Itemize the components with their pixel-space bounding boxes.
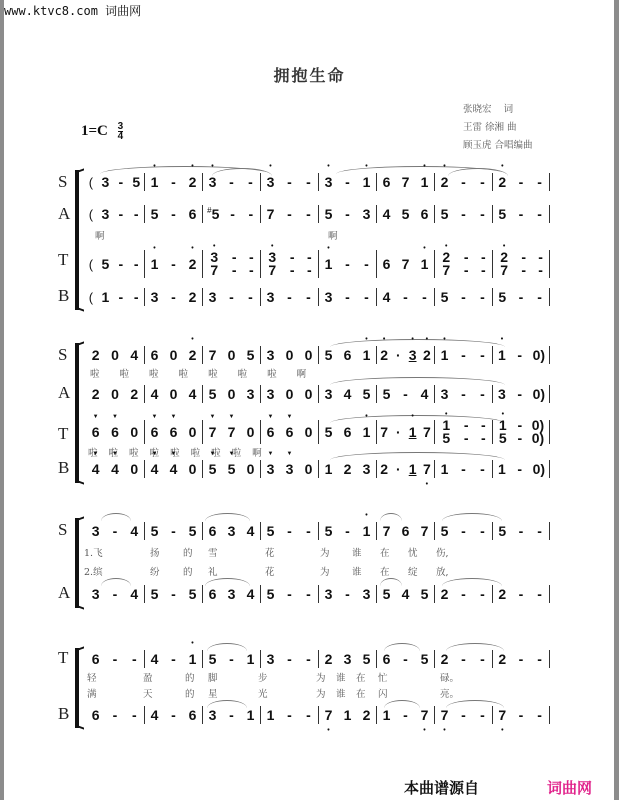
lyric: 啊: [95, 231, 105, 242]
measure: 6 3 4: [202, 522, 260, 540]
measure: 2 - -: [434, 585, 492, 603]
measure: 3 - 1: [202, 706, 260, 724]
measure: • 2 - -: [492, 173, 550, 191]
measure: 7 · • 1 7: [376, 420, 434, 444]
measure: • 1 - -: [318, 250, 376, 278]
measure: 5 - -: [492, 288, 550, 306]
measure: 4 5 6: [376, 205, 434, 223]
measure: 3 - -: [202, 288, 260, 306]
lyric: 盈: [143, 673, 153, 684]
voice-label-s: S: [58, 520, 68, 539]
voice-label-a: A: [58, 383, 71, 402]
system-bracket: [75, 648, 79, 728]
measure: • 1 - • 2: [144, 173, 202, 191]
lyric: 雪: [208, 548, 218, 559]
measure: • 1 - • 2: [144, 250, 202, 278]
measure: • 1 5 - - - -: [434, 420, 492, 444]
measure: 3 0 0: [260, 385, 318, 403]
measure: 4 - • 1: [144, 650, 202, 668]
key-label: 1=C: [81, 122, 108, 139]
song-title: 拥抱生命: [273, 66, 346, 85]
measure: 4 - -: [376, 288, 434, 306]
measure: 3 - 2: [144, 288, 202, 306]
lyric: 光: [258, 689, 268, 700]
watermark: www.ktvc8.com 词曲网: [4, 4, 142, 18]
measure: 3 - -: [434, 385, 492, 403]
staff-row-s: [86, 173, 550, 191]
measure: 6 - -: [91, 651, 137, 667]
slur: [380, 513, 402, 521]
lyric: 花: [265, 567, 275, 578]
voice-label-t: T: [58, 250, 69, 269]
lyric: 天: [143, 689, 153, 700]
measure: ▼ 4 ▼ 4 0: [144, 460, 202, 478]
lyric: 谁: [352, 548, 362, 559]
measure: 6 7 • 1: [376, 173, 434, 191]
measure: #5 - -: [202, 205, 260, 223]
lyric: 扬: [150, 548, 160, 559]
lyric: 在: [380, 548, 390, 559]
lyricist-credit: 张晓宏 词: [463, 104, 514, 115]
time-signature: [118, 122, 124, 141]
measure: 7 0 5: [202, 346, 260, 364]
lyric: 满: [87, 689, 97, 700]
voice-label-b: B: [58, 458, 70, 477]
staff-row-b: [86, 706, 550, 724]
voice-label-a: A: [58, 204, 71, 223]
measure: 5 - -: [434, 288, 492, 306]
staff-row-s: [86, 522, 550, 540]
voice-label-a: A: [58, 583, 71, 602]
measure: • 1 5 - - 0) 0): [492, 420, 550, 444]
lyric-line: 啦 啦 啦 啦 啦 啦 啦 啊: [90, 369, 307, 380]
lyric: 的: [183, 548, 193, 559]
lyric: 在: [356, 673, 366, 684]
measure: 5 - 3: [318, 205, 376, 223]
measure: 2 - -: [492, 585, 550, 603]
measure: 5 4 5: [376, 585, 434, 603]
measure: 2 - -: [492, 650, 550, 668]
lyric: 闪: [378, 689, 388, 700]
measure: ▼ 4 ▼ 4 0: [86, 460, 144, 478]
measure: • 3 - -: [202, 173, 260, 191]
lyric: 为: [320, 548, 330, 559]
measure: ▼ 3 ▼ 3 0: [260, 460, 318, 478]
measure: 6 7 • 1: [376, 250, 434, 278]
measure: • 2 7 - - - -: [492, 250, 550, 278]
page-edge-right: [614, 0, 619, 800]
measure: ( 3 - 5: [88, 174, 141, 190]
measure: 5 - 6: [144, 205, 202, 223]
measure: 6 0 • 2: [144, 346, 202, 364]
measure: 7 • - -: [492, 706, 550, 724]
measure: 5 - 5: [144, 522, 202, 540]
measure: ▼ 6 ▼ 6 0: [260, 420, 318, 444]
staff-row-a: [86, 585, 550, 603]
measure: 5 - -: [260, 522, 318, 540]
measure: • 2 - -: [434, 173, 492, 191]
lyric: 星: [208, 689, 218, 700]
measure: 5 - -: [492, 522, 550, 540]
measure: 7 6 7: [376, 522, 434, 540]
measure: 5 - -: [260, 585, 318, 603]
lyric: 在: [356, 689, 366, 700]
lyric: 2.缤: [84, 567, 103, 578]
slur: [330, 452, 505, 460]
measure: ▼ 5 ▼ 5 0: [202, 460, 260, 478]
lyric: 为: [316, 673, 326, 684]
measure: • 1 - -: [434, 346, 492, 364]
measure: • 3 - • 1: [318, 173, 376, 191]
measure: 2 0 4: [91, 347, 139, 363]
measure: 5 - -: [434, 205, 492, 223]
measure: • 3 - -: [260, 173, 318, 191]
system-bracket: [75, 518, 79, 608]
credits: [463, 101, 533, 155]
measure: • 2 · • 3 • 2: [376, 346, 434, 364]
voice-label-b: B: [58, 286, 70, 305]
measure: 1 - 7 •: [376, 706, 434, 724]
measure: 4 - 6: [144, 706, 202, 724]
lyric: 1.飞: [84, 548, 103, 559]
measure: 3 - 0): [492, 385, 550, 403]
measure: 1 - 0): [492, 460, 550, 478]
voice-label-t: T: [58, 424, 69, 443]
lyric: 步: [258, 673, 268, 684]
measure: 3 4 5: [318, 385, 376, 403]
lyric: 忧: [408, 548, 418, 559]
lyric: 的: [185, 689, 195, 700]
staff-row-t: [86, 650, 550, 668]
lyric: 伤,: [436, 548, 449, 559]
lyric: 礼: [208, 567, 218, 578]
measure: • 3 7 - - - -: [260, 250, 318, 278]
slur: [330, 377, 505, 385]
lyric: 谁: [336, 689, 346, 700]
lyric-line: 啦 啦 啦 啦 啦 啦 啦 啦 啊: [88, 448, 262, 459]
staff-row-a: [86, 385, 550, 403]
measure: 3 - 4: [91, 523, 139, 539]
voice-label-s: S: [58, 172, 68, 191]
measure: • 3 7 - - - -: [202, 250, 260, 278]
time-top: 3: [117, 121, 124, 132]
measure: 6 3 4: [202, 585, 260, 603]
measure: 4 0 4: [144, 385, 202, 403]
lyric: 为: [320, 567, 330, 578]
lyric: 碌。: [440, 673, 460, 684]
measure: 2 0 2: [91, 386, 139, 402]
measure: 5 - 5: [144, 585, 202, 603]
source-label: 本曲谱源自: [404, 779, 480, 797]
lyric: 谁: [336, 673, 346, 684]
tie: [442, 513, 502, 521]
time-bottom: 4: [117, 131, 124, 142]
lyric: 放,: [436, 567, 449, 578]
system-bracket: [75, 343, 79, 483]
measure: 7 - -: [260, 205, 318, 223]
staff-row-b: [86, 288, 550, 306]
measure: 5 - 4: [376, 385, 434, 403]
slur: [205, 513, 250, 521]
lyric: 亮。: [440, 689, 460, 700]
measure: ▼ 6 ▼ 6 0: [144, 420, 202, 444]
system-bracket: [75, 170, 79, 310]
staff-row-t: [86, 417, 550, 446]
lyric: 在: [380, 567, 390, 578]
voice-label-s: S: [58, 345, 68, 364]
staff-row-t: [86, 250, 550, 278]
lyric: 绽: [408, 567, 418, 578]
lyric: 为: [316, 689, 326, 700]
measure: 3 - -: [260, 650, 318, 668]
measure: • 2 7 - - - -: [434, 250, 492, 278]
lyric: 的: [185, 673, 195, 684]
measure: ( 5 - -: [88, 256, 139, 272]
measure: ( 3 - -: [88, 206, 139, 222]
measure: ( 1 - -: [88, 289, 139, 305]
measure: 5 - • 1: [318, 522, 376, 540]
measure: 5 - -: [492, 205, 550, 223]
measure: ▼ 7 ▼ 7 0: [202, 420, 260, 444]
measure: ▼ 6 ▼ 6 0: [86, 420, 144, 444]
measure: 3 - 4: [91, 586, 139, 602]
measure: 5 - -: [434, 522, 492, 540]
lyric: 啊: [328, 231, 338, 242]
measure: 2 - -: [434, 650, 492, 668]
composer-credit: 王雷 徐湘 曲: [463, 122, 517, 133]
staff-row-s: [86, 346, 550, 364]
page-edge-left: [0, 0, 4, 800]
lyric: 谁: [352, 567, 362, 578]
measure: 7 • - -: [434, 706, 492, 724]
lyric: 花: [265, 548, 275, 559]
measure: 5 6 • 1: [318, 346, 376, 364]
lyric: 脚: [208, 673, 218, 684]
measure: 3 - -: [260, 288, 318, 306]
staff-row-b: [86, 460, 550, 478]
measure: 7 • 1 2: [318, 706, 376, 724]
measure: 2 3 5: [318, 650, 376, 668]
voice-label-b: B: [58, 704, 70, 723]
measure: • 1 - 0): [492, 346, 550, 364]
voice-label-t: T: [58, 648, 69, 667]
measure: 3 0 0: [260, 346, 318, 364]
lyric: 纷: [150, 567, 160, 578]
measure: 6 - -: [91, 707, 137, 723]
tie: [101, 513, 131, 521]
measure: 3 - -: [318, 288, 376, 306]
lyric: 轻: [87, 673, 97, 684]
measure: 5 - 1: [202, 650, 260, 668]
staff-row-a: [86, 205, 550, 223]
measure: 6 - 5: [376, 650, 434, 668]
measure: 5 0 3: [202, 385, 260, 403]
measure: 1 - -: [434, 460, 492, 478]
site-logo[interactable]: 词曲网: [547, 779, 593, 797]
measure: 5 6 • 1: [318, 420, 376, 444]
lyric: 忙: [378, 673, 388, 684]
key-signature: [81, 122, 123, 141]
arranger-credit: 顾玉虎 合唱编曲: [463, 140, 533, 151]
measure: 3 - 3: [318, 585, 376, 603]
measure: 1 - -: [260, 706, 318, 724]
measure: 1 2 3: [318, 460, 376, 478]
lyric: 的: [183, 567, 193, 578]
measure: 2 · 1 7 •: [376, 460, 434, 478]
